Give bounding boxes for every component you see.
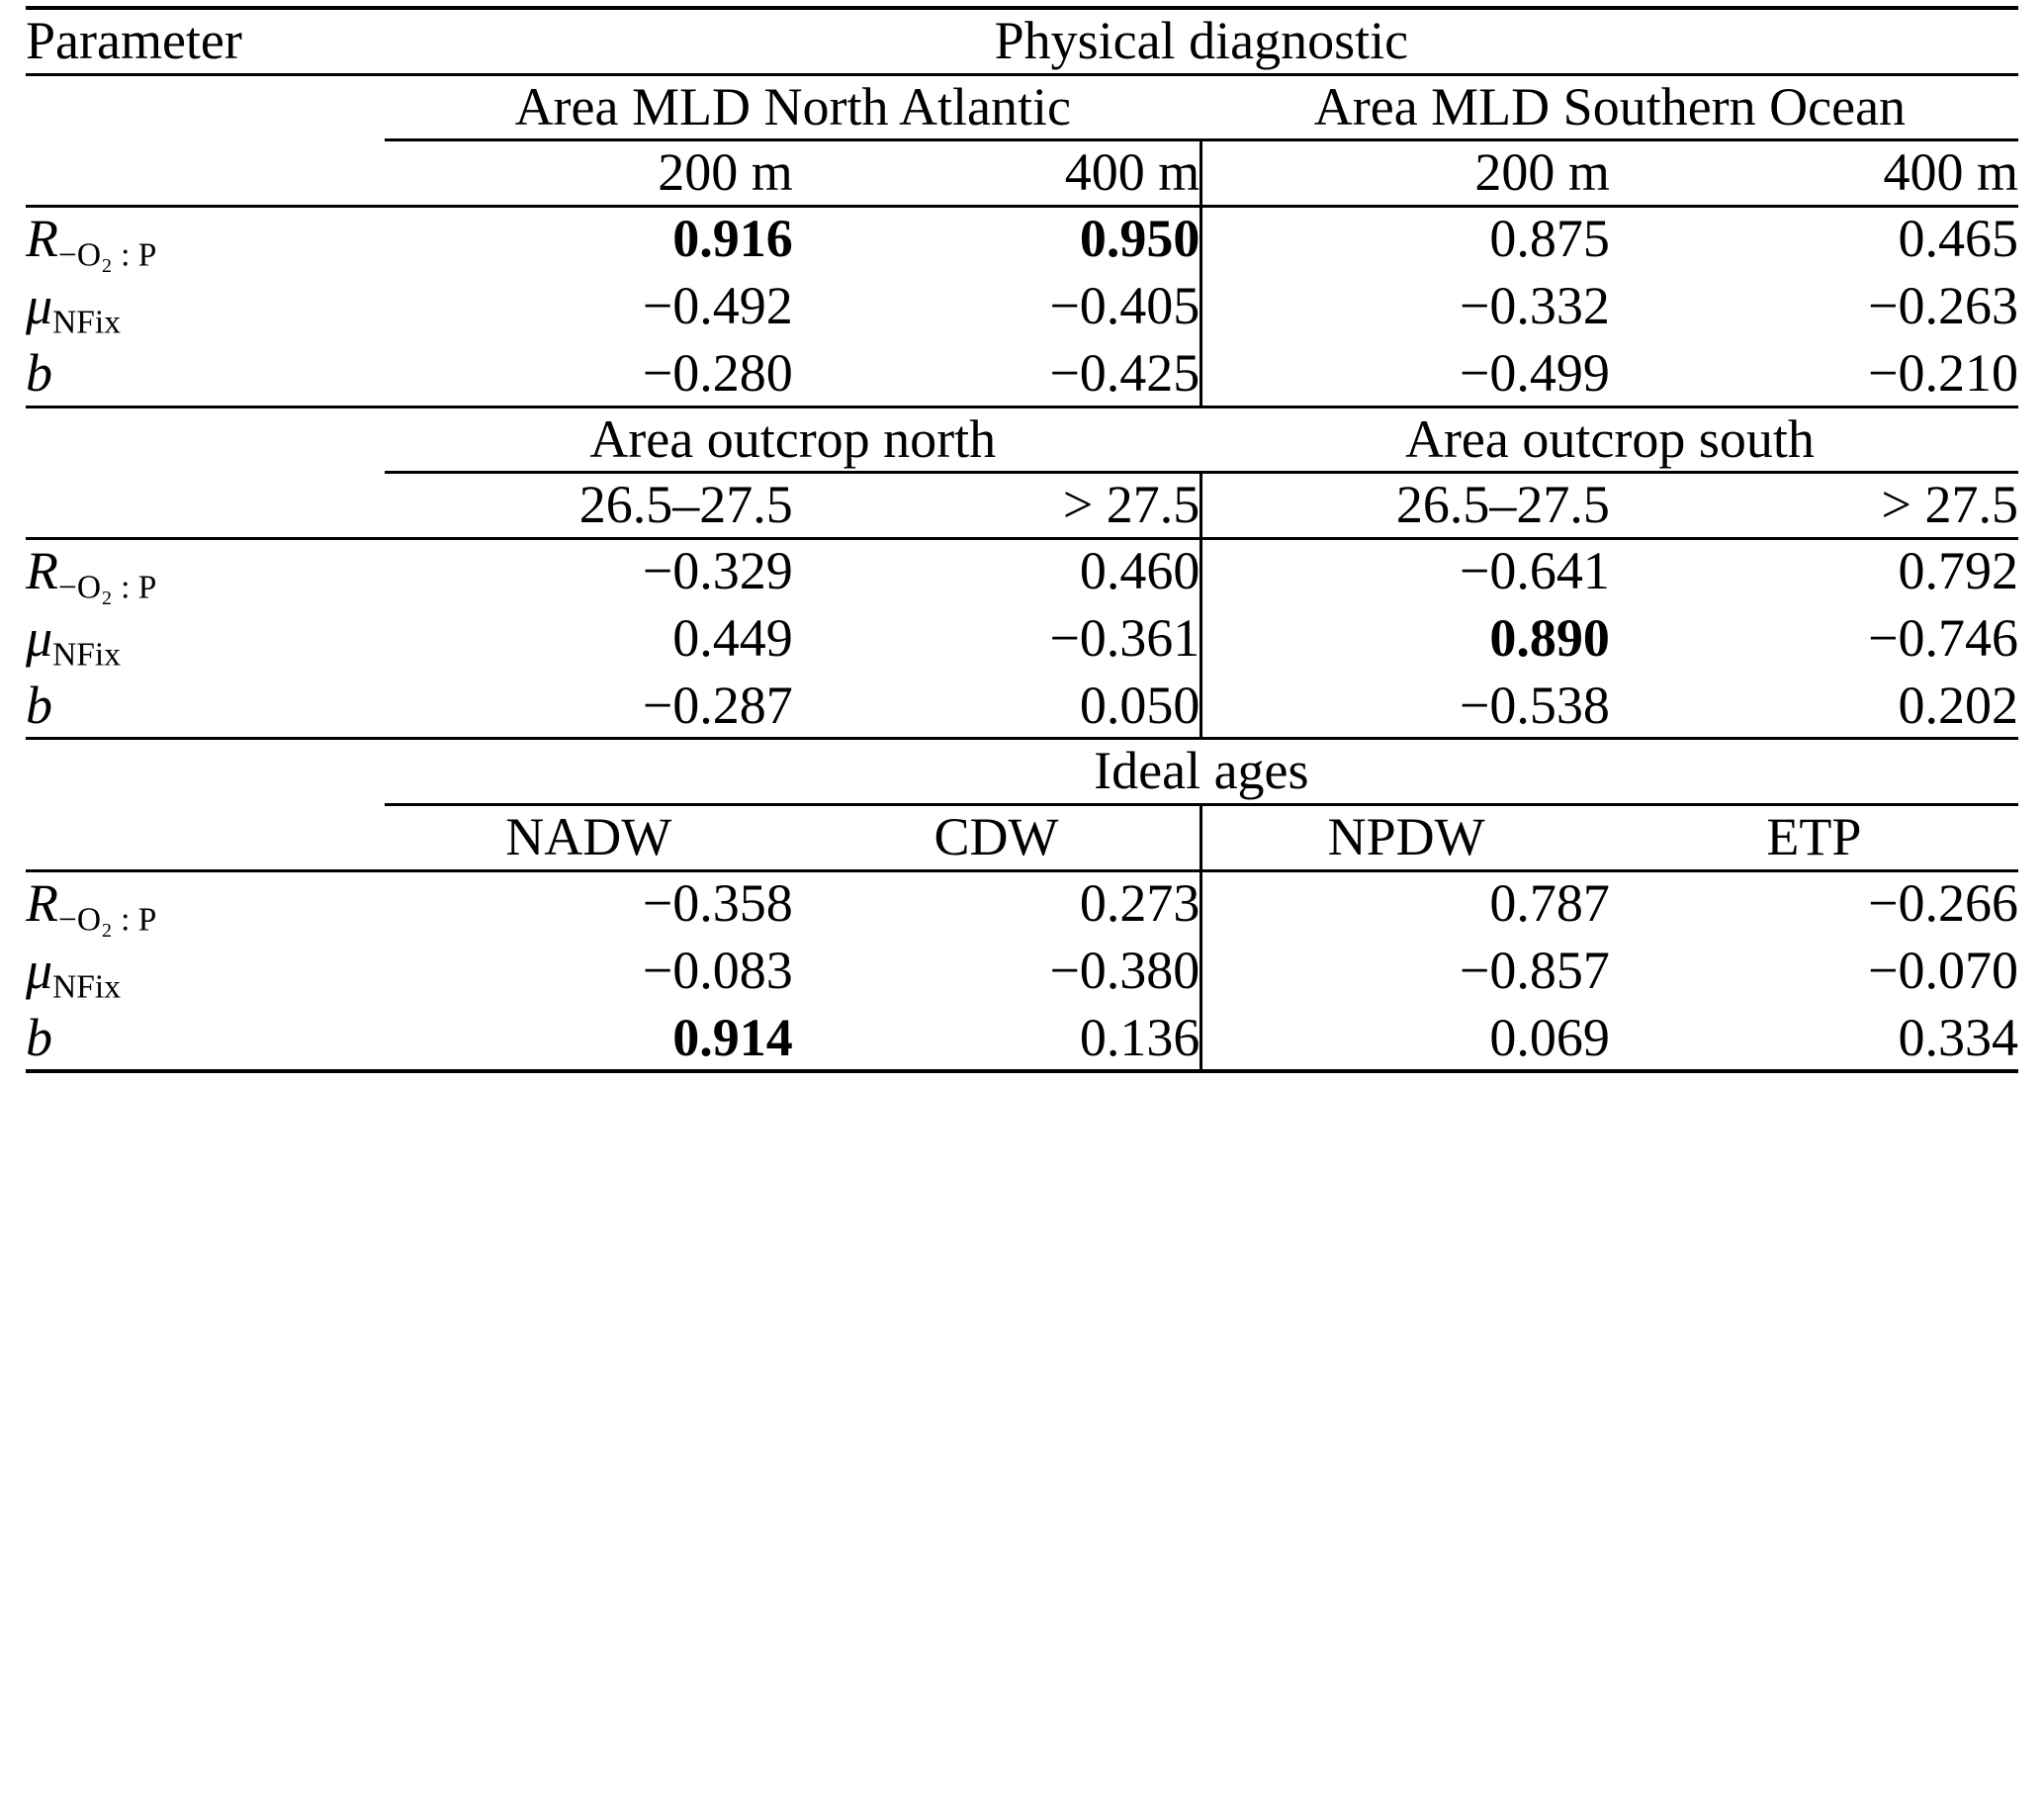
subheader-npdw: NPDW — [1201, 805, 1610, 871]
empty-cell — [26, 473, 385, 539]
parameter-column-header: Parameter — [26, 8, 385, 74]
block1-group-header-row — [26, 74, 2018, 140]
cell-value: −0.405 — [1049, 276, 1200, 336]
row-label-mu-nfix — [26, 275, 385, 342]
row-label-sub: NFix — [52, 968, 121, 1006]
table-row — [26, 675, 2018, 739]
cell-value: −0.280 — [642, 342, 793, 403]
cell-value: 0.950 — [793, 207, 1201, 275]
row-label-r-o2-p — [26, 870, 385, 939]
cell-value: 0.334 — [1610, 1007, 2018, 1072]
cell-value: −0.266 — [1610, 870, 2018, 939]
subheader-400m-na: 400 m — [1064, 142, 1200, 203]
cell-value: −0.425 — [1049, 342, 1200, 403]
group-header-outcrop-north: Area outcrop north — [385, 407, 1201, 473]
subheader-cdw: CDW — [933, 807, 1059, 867]
table-row — [26, 1007, 2018, 1072]
cell-value: 0.787 — [1201, 870, 1610, 939]
cell-value: −0.380 — [1049, 940, 1200, 1000]
table-row — [26, 607, 2018, 675]
cell-value: −0.083 — [642, 940, 793, 1000]
block2-subheader-row — [26, 473, 2018, 539]
cell-value: 0.890 — [1201, 607, 1610, 675]
row-label-main: μ — [26, 940, 53, 1000]
block1-subheader-row — [26, 140, 2018, 207]
subheader-200m-so: 200 m — [1201, 140, 1610, 207]
table-row — [26, 275, 2018, 342]
row-label-main: b — [26, 342, 52, 403]
cell-value: 0.273 — [793, 870, 1201, 939]
cell-value: 0.136 — [793, 1007, 1201, 1072]
group-header-mld-southern-ocean: Area MLD Southern Ocean — [1201, 74, 2018, 140]
row-label-main: μ — [26, 607, 53, 668]
row-label-r-o2-p — [26, 207, 385, 275]
row-label-main: R — [26, 209, 58, 269]
cell-value: −0.263 — [1868, 276, 2018, 336]
block3-section-title-row — [26, 739, 2018, 805]
row-label-b — [26, 675, 385, 739]
subheader-density-range-north: 26.5–27.5 — [578, 475, 793, 535]
cell-value: −0.332 — [1201, 275, 1610, 342]
empty-cell — [26, 407, 385, 473]
group-header-outcrop-south: Area outcrop south — [1201, 407, 2018, 473]
cell-value: 0.050 — [1079, 675, 1200, 735]
subheader-density-gt-south: > 27.5 — [1881, 475, 2018, 535]
row-label-main: μ — [26, 276, 53, 336]
cell-value: 0.875 — [1201, 207, 1610, 275]
cell-value: 0.069 — [1201, 1007, 1610, 1072]
empty-cell — [26, 74, 385, 140]
table-row — [26, 940, 2018, 1007]
cell-value: −0.287 — [642, 675, 793, 735]
table-row — [26, 870, 2018, 939]
row-label-sub: −O₂ : P — [58, 569, 157, 606]
subheader-nadw: NADW — [505, 807, 672, 867]
cell-value: 0.460 — [793, 539, 1201, 607]
table-row — [26, 539, 2018, 607]
row-label-b — [26, 342, 385, 407]
cell-value: −0.641 — [1201, 539, 1610, 607]
cell-value: 0.792 — [1610, 539, 2018, 607]
cell-value: 0.465 — [1610, 207, 2018, 275]
empty-cell — [26, 805, 385, 871]
physical-diagnostic-header: Physical diagnostic — [385, 8, 2018, 74]
cell-value: −0.499 — [1201, 342, 1610, 407]
cell-value: −0.361 — [1049, 607, 1200, 668]
row-label-sub: NFix — [52, 636, 121, 674]
section-title-ideal-ages: Ideal ages — [385, 739, 2018, 805]
block3-subheader-row — [26, 805, 2018, 871]
cell-value: −0.358 — [385, 870, 793, 939]
subheader-density-range-south: 26.5–27.5 — [1201, 473, 1610, 539]
row-label-b — [26, 1007, 385, 1072]
cell-value: 0.916 — [385, 207, 793, 275]
subheader-400m-so: 400 m — [1883, 142, 2018, 203]
correlation-table — [26, 6, 2018, 1073]
cell-value: 0.449 — [672, 607, 793, 668]
row-label-mu-nfix — [26, 940, 385, 1007]
table-row — [26, 207, 2018, 275]
cell-value: −0.857 — [1201, 940, 1610, 1007]
cell-value: 0.914 — [385, 1007, 793, 1072]
cell-value: 0.202 — [1898, 675, 2018, 735]
empty-cell — [26, 739, 385, 805]
row-label-main: R — [26, 872, 58, 933]
group-header-mld-north-atlantic: Area MLD North Atlantic — [385, 74, 1201, 140]
empty-cell — [26, 140, 385, 207]
table-header-row — [26, 8, 2018, 74]
cell-value: −0.746 — [1868, 607, 2018, 668]
row-label-main: R — [26, 541, 58, 601]
subheader-200m-na: 200 m — [658, 142, 793, 203]
cell-value: −0.210 — [1868, 342, 2018, 403]
row-label-sub: −O₂ : P — [58, 236, 157, 274]
row-label-main: b — [26, 1007, 52, 1067]
cell-value: −0.329 — [385, 539, 793, 607]
table-row — [26, 342, 2018, 407]
cell-value: −0.492 — [642, 276, 793, 336]
cell-value: −0.538 — [1201, 675, 1610, 739]
cell-value: −0.070 — [1868, 940, 2018, 1000]
subheader-density-gt-north: > 27.5 — [1062, 475, 1200, 535]
block2-group-header-row — [26, 407, 2018, 473]
row-label-sub: NFix — [52, 304, 121, 341]
row-label-main: b — [26, 675, 52, 735]
row-label-r-o2-p — [26, 539, 385, 607]
row-label-mu-nfix — [26, 607, 385, 675]
subheader-etp: ETP — [1766, 807, 1862, 867]
row-label-sub: −O₂ : P — [58, 901, 157, 939]
